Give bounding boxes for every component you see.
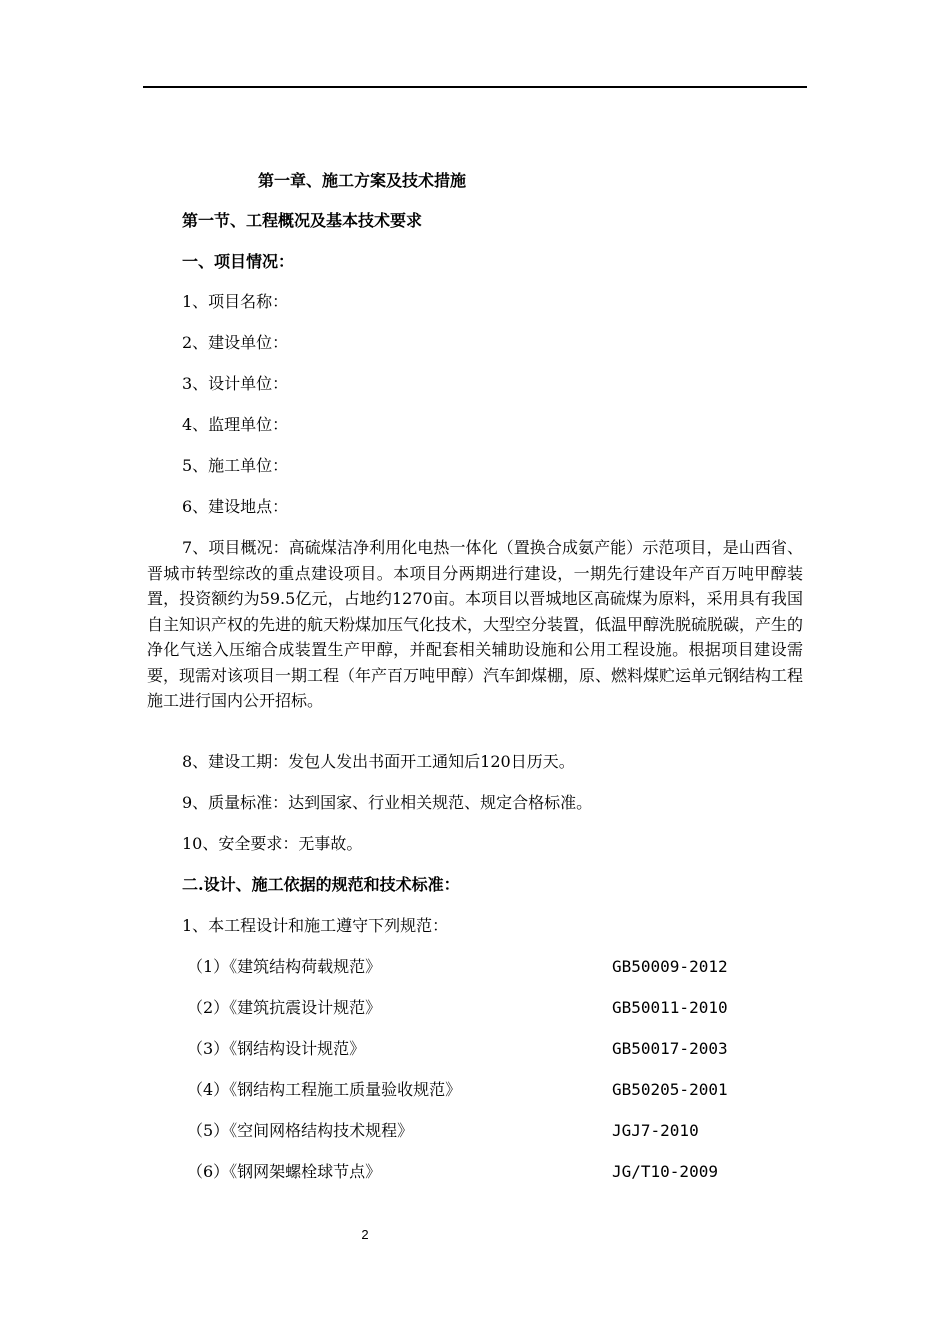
- standard-code: JGJ7-2010: [612, 1121, 699, 1140]
- location-item: 6、建设地点：: [182, 497, 289, 516]
- standard-code: JG/T10-2009: [612, 1162, 718, 1181]
- project-name-item: 1、项目名称：: [182, 292, 289, 311]
- part1-heading: 一、项目情况：: [182, 252, 295, 271]
- standard-name: （1）《建筑结构荷载规范》: [187, 957, 382, 976]
- standard-code: GB50205-2001: [612, 1080, 728, 1099]
- builder-item: 2、建设单位：: [182, 333, 289, 352]
- page-number: 2: [361, 1227, 369, 1242]
- standard-name: （6）《钢网架螺栓球节点》: [187, 1162, 382, 1181]
- standard-code: GB50017-2003: [612, 1039, 728, 1058]
- standards-intro: 1、本工程设计和施工遵守下列规范：: [182, 916, 449, 935]
- supervisor-item: 4、监理单位：: [182, 415, 289, 434]
- standard-name: （3）《钢结构设计规范》: [187, 1039, 366, 1058]
- safety-item: 10、安全要求：无事故。: [182, 834, 363, 853]
- chapter-title: 第一章、施工方案及技术措施: [258, 171, 467, 190]
- section-title: 第一节、工程概况及基本技术要求: [182, 211, 423, 230]
- standard-name: （4）《钢结构工程施工质量验收规范》: [187, 1080, 462, 1099]
- schedule-item: 8、建设工期：发包人发出书面开工通知后120日历天。: [182, 752, 575, 771]
- designer-item: 3、设计单位：: [182, 374, 289, 393]
- standard-name: （5）《空间网格结构技术规程》: [187, 1121, 414, 1140]
- part2-heading: 二.设计、施工依据的规范和技术标准：: [182, 875, 460, 894]
- standard-code: GB50009-2012: [612, 957, 728, 976]
- contractor-item: 5、施工单位：: [182, 456, 289, 475]
- project-overview-text: 7、项目概况：高硫煤洁净利用化电热一体化（置换合成氨产能）示范项目，是山西省、晋城市转型综改的重点建设项目。本项目分两期进行建设，一期先行建设年产百万吨甲醇装置，投资额约为59.5亿元，占地约1270亩。本项目以晋城地区高硫煤为原料，采用具有我国自主知识产权的先进的航天粉煤加压气化技术，大型空分装置，低温甲醇洗脱硫脱碳，产生的净化气送入压缩合成装置生产甲醇，并配套相关辅助设施和公用工程设施。根据项目建设需要，现需对该项目一期工程（年产百万吨甲醇）汽车卸煤棚，原、燃料煤贮运单元钢结构工程施工进行国内公开招标。: [147, 538, 804, 710]
- standard-name: （2）《建筑抗震设计规范》: [187, 998, 382, 1017]
- project-overview-paragraph: [147, 535, 803, 714]
- quality-item: 9、质量标准：达到国家、行业相关规范、规定合格标准。: [182, 793, 593, 812]
- standard-code: GB50011-2010: [612, 998, 728, 1017]
- header-rule: [143, 86, 807, 88]
